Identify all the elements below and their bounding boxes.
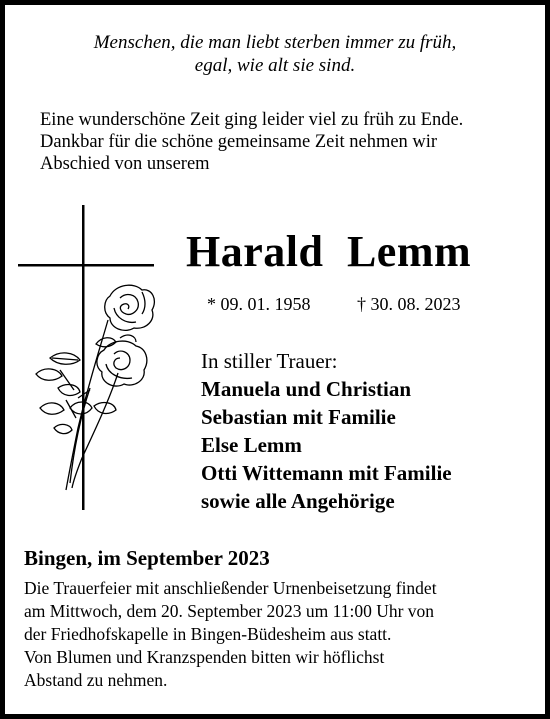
intro-line-2: Dankbar für die schöne gemeinsame Zeit nehmen wir bbox=[40, 132, 438, 152]
funeral-info-line-4: Von Blumen und Kranzspenden bitten wir höflichst bbox=[24, 647, 385, 667]
funeral-info-line-2: am Mittwoch, dem 20. September 2023 um 11:00 Uhr von bbox=[24, 601, 435, 621]
funeral-info-line-3: der Friedhofskapelle in Bingen-Büdesheim aus statt. bbox=[24, 624, 392, 644]
deceased-name: Harald Lemm bbox=[186, 227, 472, 276]
mourner-1: Manuela und Christian bbox=[201, 377, 412, 401]
intro-line-1: Eine wunderschöne Zeit ging leider viel zu früh zu Ende. bbox=[40, 110, 464, 130]
mourner-5: sowie alle Angehörige bbox=[201, 489, 395, 513]
mourner-3: Else Lemm bbox=[201, 433, 302, 457]
motto-line-2: egal, wie alt sie sind. bbox=[194, 55, 356, 76]
motto-line-1: Menschen, die man liebt sterben immer zu früh, bbox=[93, 32, 457, 53]
funeral-info-line-1: Die Trauerfeier mit anschließender Urnenbeisetzung findet bbox=[24, 578, 437, 598]
intro-line-3: Abschied von unserem bbox=[40, 154, 210, 174]
birth-date: * 09. 01. 1958 bbox=[207, 294, 311, 314]
mourner-2: Sebastian mit Familie bbox=[201, 405, 396, 429]
mourners-heading: In stiller Trauer: bbox=[201, 349, 338, 373]
death-date: † 30. 08. 2023 bbox=[357, 294, 461, 314]
funeral-info-line-5: Abstand zu nehmen. bbox=[24, 670, 168, 690]
mourner-4: Otti Wittemann mit Familie bbox=[201, 461, 452, 485]
place-date: Bingen, im September 2023 bbox=[24, 546, 270, 570]
rose-illustration bbox=[30, 278, 165, 493]
